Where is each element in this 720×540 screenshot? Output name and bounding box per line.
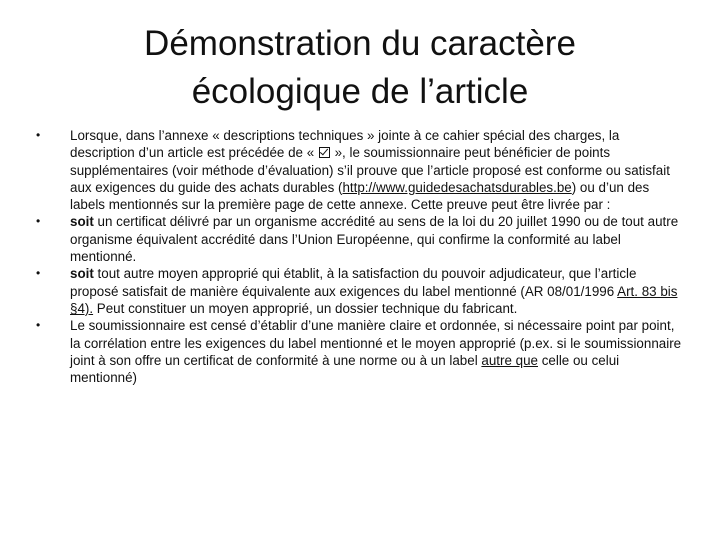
underlined-phrase: autre que — [481, 352, 538, 368]
bullet-item-1 — [36, 127, 686, 213]
bullet-3-text-b: Peut constituer un moyen approprié, un dossier technique du fabricant. — [93, 300, 518, 316]
bullet-dot: • — [36, 214, 41, 229]
bullet-3-text-a: tout autre moyen approprié qui établit, à la satisfaction du pouvoir adjudicateur, que l’article proposé satisfait de manière équivalente aux exigences du label mentionné (AR 08/01/1996 — [70, 266, 637, 299]
bullet-item-4 — [36, 317, 686, 386]
article-reference: Art. 83 bis §4). — [70, 283, 678, 316]
slide-title-line-1: Démonstration du caractère — [144, 24, 576, 63]
bullet-dot: • — [36, 128, 41, 142]
guide-link[interactable]: http://www.guidedesachatsdurables.be — [342, 179, 572, 195]
bullet-item-2 — [36, 213, 686, 265]
bullet-4-text-a: Le soumissionnaire est censé d’établir d’une manière claire et ordonnée, si nécessaire point par point, la corrélation entre les exigences du label mentionné et le moyen approprié (p.ex. si le soumissionnaire joint à son offre un certificat de conformité à une norme ou à un label — [70, 318, 682, 368]
bullet-item-3 — [36, 265, 686, 317]
bullet-1-text-c: ) ou d’un des labels mentionnés sur la première page de cette annexe. Cette preuve peut être livrée par : — [70, 179, 650, 213]
bullet-2-text-a: un certificat délivré par un organisme accrédité au sens de la loi du 20 juillet 1990 ou de tout autre organisme équivalent accrédité dans l’Union Européenne, qui confirme la conformité au label mentionné. — [70, 214, 679, 265]
bullet-3-bold: soit — [70, 266, 94, 282]
checked-box-icon — [319, 147, 330, 158]
bullet-2-bold: soit — [70, 214, 94, 230]
bullet-dot: • — [36, 318, 41, 333]
bullet-4-text-b: celle ou celui mentionné) — [70, 352, 620, 386]
bullet-1-text-b: », le soumissionnaire peut bénéficier de points supplémentaires (voir méthode d’évaluation) s’il prouve que l’article proposé est conforme ou satisfait aux exigences du guide des achats durables ( — [70, 145, 670, 195]
bullet-dot: • — [36, 266, 41, 281]
bullet-list — [36, 127, 686, 386]
slide-title-line-2: écologique de l’article — [191, 72, 529, 111]
bullet-1-text-a: Lorsque, dans l’annexe « descriptions techniques » jointe à ce cahier spécial des charges, la description d’un article est précédée de « — [70, 128, 620, 161]
slide-title — [60, 20, 660, 116]
